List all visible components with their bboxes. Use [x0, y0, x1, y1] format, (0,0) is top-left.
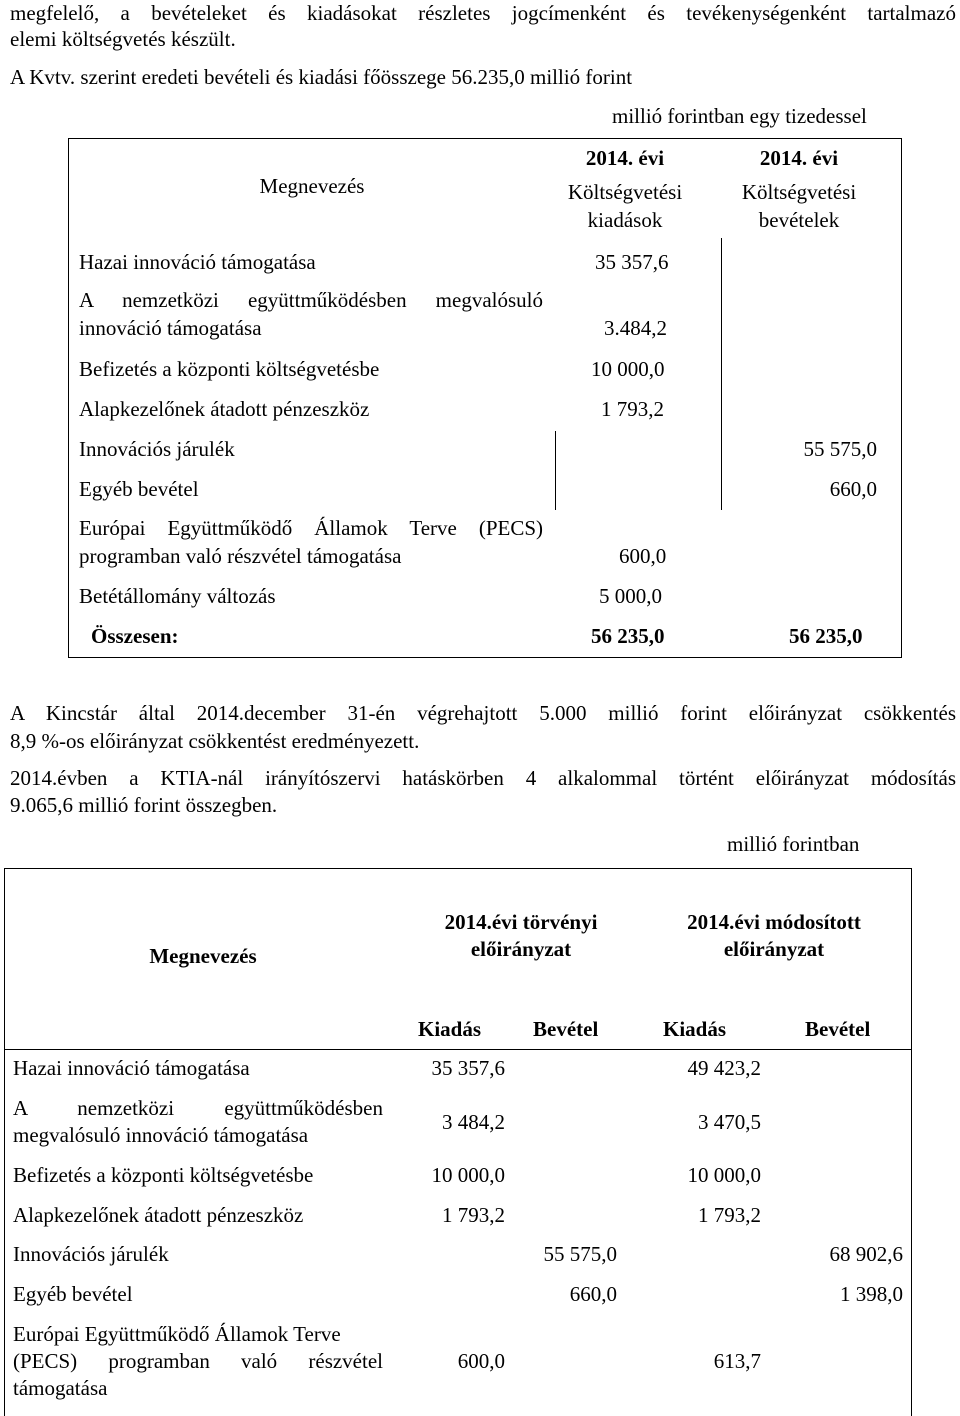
table2-row3-name: Befizetés a központi költségvetésbe: [13, 1163, 314, 1187]
table1-row4-kiadas: 1 793,2: [601, 397, 664, 421]
intro-line-1: megfelelő, a bevételeket és kiadásokat részletes jogcímenként és tevékenységenként tartalmazó: [10, 1, 956, 25]
table2-row4-name: Alapkezelőnek átadott pénzeszköz: [13, 1203, 304, 1227]
table1-row6-name: Egyéb bevétel: [79, 477, 199, 501]
table1-row5-name: Innovációs járulék: [79, 437, 235, 461]
table1-header-col1-year: 2014. évi: [585, 146, 665, 170]
table1-row1-kiadas: 35 357,6: [595, 250, 669, 274]
table2-row1-k2: 49 423,2: [687, 1056, 761, 1080]
table2-row1-name: Hazai innováció támogatása: [13, 1056, 250, 1080]
table1-row7-name-line1: Európai Együttműködő Államok Terve (PECS): [79, 516, 543, 540]
table2-row2-name-line2: megvalósuló innováció támogatása: [13, 1123, 309, 1147]
table2-row3-k1: 10 000,0: [431, 1163, 505, 1187]
table2-row6-name: Egyéb bevétel: [13, 1282, 133, 1306]
table2-row2-k1: 3 484,2: [442, 1110, 505, 1134]
table1-row1-name: Hazai innováció támogatása: [79, 250, 316, 274]
table1-row2-name-line1: A nemzetközi együttműködésben megvalósuló: [79, 288, 543, 312]
table2-row6-b2: 1 398,0: [840, 1282, 903, 1306]
table1-unit-note: millió forintban egy tizedessel: [612, 104, 867, 128]
table1-header-name: Megnevezés: [259, 174, 365, 198]
table1-row7-kiadas: 600,0: [619, 544, 667, 568]
table2-sub-kiadas-1: Kiadás: [418, 1017, 482, 1041]
table1-row7-name-line2: programban való részvétel támogatása: [79, 544, 402, 568]
table1-divider-upper: [721, 238, 722, 431]
table2-row2-k2: 3 470,5: [698, 1110, 761, 1134]
table2-row4-k2: 1 793,2: [698, 1203, 761, 1227]
table2-row7-name-line3: támogatása: [13, 1376, 108, 1400]
table2-row5-name: Innovációs járulék: [13, 1242, 169, 1266]
table1-row8-kiadas: 5 000,0: [599, 584, 662, 608]
table2-header-rule: [5, 1049, 911, 1050]
table1-header-col2-label1: Költségvetési: [741, 180, 857, 204]
table1-total-label: Összesen:: [91, 624, 179, 648]
table2-row7-name-line1: Európai Együttműködő Államok Terve: [13, 1322, 341, 1346]
table1-row2-kiadas: 3.484,2: [604, 316, 667, 340]
table1-row3-kiadas: 10 000,0: [591, 357, 665, 381]
table2-row3-k2: 10 000,0: [687, 1163, 761, 1187]
table1-row3-name: Befizetés a központi költségvetésbe: [79, 357, 380, 381]
table2-header-group2-line2: előirányzat: [723, 937, 825, 961]
middle-p2-line2: 9.065,6 millió forint összegben.: [10, 793, 278, 817]
table1-row8-name: Betétállomány változás: [79, 584, 276, 608]
table1-header-col1-label2: kiadások: [587, 208, 663, 232]
table2-row5-b2: 68 902,6: [829, 1242, 903, 1266]
table1-row6-bevetel: 660,0: [829, 477, 877, 501]
table2-row7-k2: 613,7: [713, 1349, 761, 1373]
table2-header-group1-line1: 2014.évi törvényi: [444, 910, 598, 934]
table2-unit-note: millió forintban: [727, 832, 860, 856]
table1-header-col2-year: 2014. évi: [759, 146, 839, 170]
table2-header-group2-line1: 2014.évi módosított: [687, 910, 861, 934]
table2-row7-name-line2: (PECS) programban való részvétel: [13, 1349, 383, 1373]
table1-row5-bevetel: 55 575,0: [803, 437, 877, 461]
table2-row1-k1: 35 357,6: [431, 1056, 505, 1080]
table2-row5-b1: 55 575,0: [543, 1242, 617, 1266]
table2-sub-bevetel-2: Bevétel: [805, 1017, 871, 1041]
table1-row4-name: Alapkezelőnek átadott pénzeszköz: [79, 397, 370, 421]
budget-table-1: [68, 138, 902, 658]
budget-table-2: [4, 868, 912, 1416]
intro-line-3: A Kvtv. szerint eredeti bevételi és kiadási főösszege 56.235,0 millió forint: [10, 65, 633, 89]
table2-row7-k1: 600,0: [457, 1349, 505, 1373]
middle-p1-line2: 8,9 %-os előirányzat csökkentést eredményezett.: [10, 729, 420, 753]
table1-divider-right: [721, 431, 722, 510]
middle-p1-line1: A Kincstár által 2014.december 31-én végrehajtott 5.000 millió forint előirányzat csökkentés: [10, 701, 956, 725]
table1-row2-name-line2: innováció támogatása: [79, 316, 262, 340]
table2-row6-b1: 660,0: [569, 1282, 617, 1306]
table2-row4-k1: 1 793,2: [442, 1203, 505, 1227]
table2-row2-name-line1: A nemzetközi együttműködésben: [13, 1096, 383, 1120]
table1-divider-left: [555, 431, 556, 510]
table2-sub-bevetel-1: Bevétel: [533, 1017, 599, 1041]
table2-header-group1-line2: előirányzat: [470, 937, 572, 961]
table1-total-kiadas: 56 235,0: [591, 624, 665, 648]
table1-header-col2-label2: bevételek: [758, 208, 840, 232]
table2-sub-kiadas-2: Kiadás: [663, 1017, 727, 1041]
table1-total-bevetel: 56 235,0: [789, 624, 863, 648]
table2-header-name: Megnevezés: [149, 944, 257, 968]
table1-header-col1-label1: Költségvetési: [567, 180, 683, 204]
middle-p2-line1: 2014.évben a KTIA-nál irányítószervi hatáskörben 4 alkalommal történt előirányzat módosítás: [10, 766, 956, 790]
intro-line-2: elemi költségvetés készült.: [10, 27, 236, 51]
